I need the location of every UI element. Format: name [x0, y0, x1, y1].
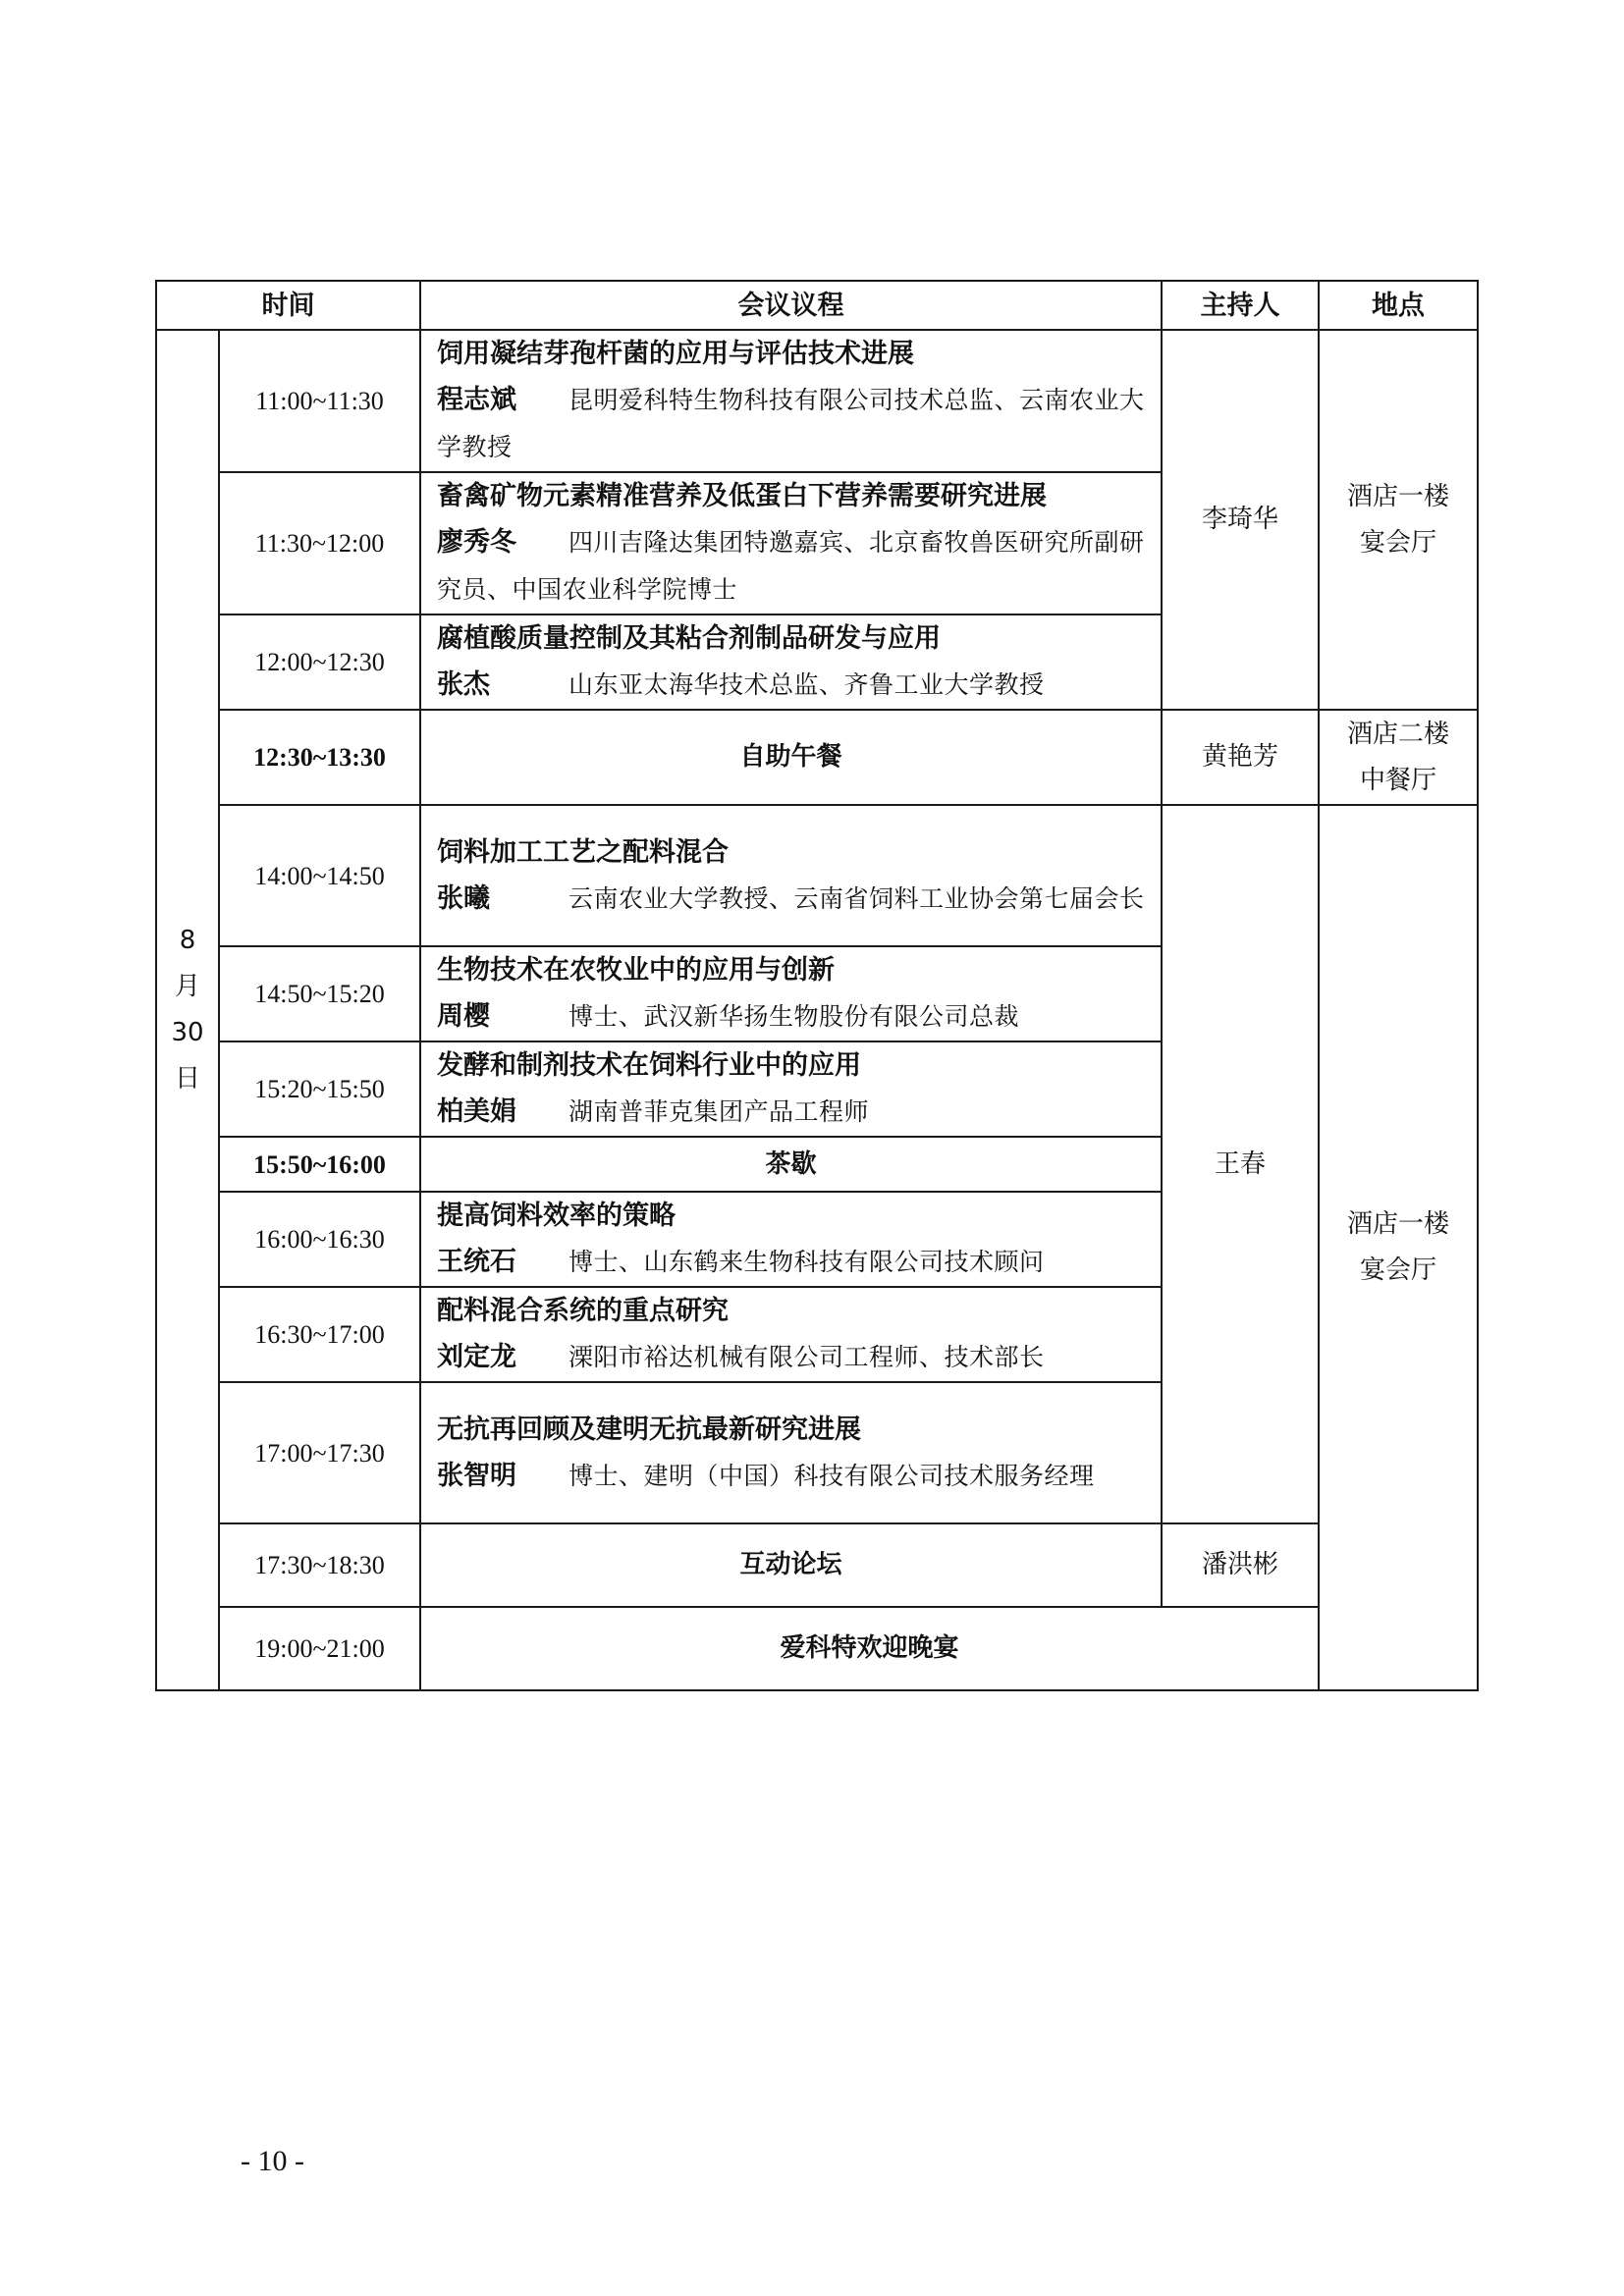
- speaker-name: 王统石: [437, 1247, 516, 1277]
- speaker-affiliation: 博士、武汉新华扬生物股份有限公司总裁: [568, 1002, 1020, 1031]
- talk-cell: [420, 1192, 1162, 1287]
- speaker-affiliation: 博士、山东鹤来生物科技有限公司技术顾问: [568, 1248, 1045, 1276]
- talk-cell: [420, 946, 1162, 1041]
- speaker-name: 张曦: [437, 882, 490, 914]
- talk-title: 提高饲料效率的策略: [437, 1201, 676, 1231]
- venue-cell: [1319, 330, 1478, 710]
- table-row: [156, 330, 1478, 472]
- speaker-affiliation: 溧阳市裕达机械有限公司工程师、技术部长: [568, 1343, 1045, 1371]
- header-row: [156, 281, 1478, 330]
- time-cell: 16:30~17:00: [219, 1287, 420, 1382]
- speaker-name: 周樱: [437, 1001, 490, 1032]
- time-cell: 12:00~12:30: [219, 614, 420, 710]
- speaker-name: 张杰: [437, 669, 490, 700]
- host-cell: 潘洪彬: [1162, 1523, 1319, 1607]
- time-cell: 15:50~16:00: [219, 1137, 420, 1192]
- venue-line: 酒店二楼: [1346, 719, 1449, 749]
- talk-title: 饲料加工工艺之配料混合: [437, 836, 729, 868]
- talk-cell: [420, 805, 1162, 946]
- time-cell: 17:00~17:30: [219, 1382, 420, 1523]
- time-cell: 11:00~11:30: [219, 330, 420, 472]
- speaker-name: 张智明: [437, 1460, 516, 1491]
- session-cell: 自助午餐: [420, 710, 1162, 805]
- host-cell: 黄艳芳: [1162, 710, 1319, 805]
- talk-cell: [420, 1382, 1162, 1523]
- date-month-char: 月: [174, 972, 200, 1001]
- speaker-affiliation: 博士、建明（中国）科技有限公司技术服务经理: [568, 1461, 1095, 1490]
- table-row: [156, 1607, 1478, 1690]
- time-cell: 15:20~15:50: [219, 1041, 420, 1137]
- session-cell: 互动论坛: [420, 1523, 1162, 1607]
- talk-cell: [420, 330, 1162, 472]
- venue-line: 宴会厅: [1359, 1255, 1436, 1285]
- talk-title: 腐植酸质量控制及其粘合剂制品研发与应用: [437, 623, 941, 654]
- speaker-name: 刘定龙: [437, 1342, 516, 1372]
- agenda-table: [155, 280, 1479, 1691]
- time-cell: 16:00~16:30: [219, 1192, 420, 1287]
- speaker-affiliation: 湖南普菲克集团产品工程师: [568, 1097, 870, 1126]
- table-row: [156, 710, 1478, 805]
- venue-line: 宴会厅: [1359, 527, 1436, 558]
- talk-title: 饲用凝结芽孢杆菌的应用与评估技术进展: [437, 339, 914, 369]
- speaker-affiliation: 四川吉隆达集团特邀嘉宾、北京畜牧兽医研究所副研究员、中国农业科学院博士: [437, 528, 1145, 604]
- header-venue: 地点: [1319, 281, 1478, 330]
- speaker-affiliation: 山东亚太海华技术总监、齐鲁工业大学教授: [568, 670, 1045, 699]
- time-cell: 14:00~14:50: [219, 805, 420, 946]
- talk-cell: [420, 1287, 1162, 1382]
- table-row: [156, 1523, 1478, 1607]
- venue-line: 中餐厅: [1359, 765, 1436, 795]
- speaker-name: 柏美娟: [437, 1096, 516, 1127]
- speaker-affiliation: 云南农业大学教授、云南省饲料工业协会第七届会长: [568, 883, 1145, 913]
- header-host: 主持人: [1162, 281, 1319, 330]
- date-day-number: 30: [171, 1018, 204, 1047]
- date-month-number: 8: [179, 926, 196, 955]
- time-cell: 19:00~21:00: [219, 1607, 420, 1690]
- time-cell: 17:30~18:30: [219, 1523, 420, 1607]
- talk-cell: [420, 614, 1162, 710]
- speaker-name: 廖秀冬: [437, 527, 516, 558]
- talk-title: 发酵和制剂技术在饲料行业中的应用: [437, 1050, 861, 1081]
- date-day-char: 日: [174, 1064, 200, 1094]
- venue-cell: [1319, 710, 1478, 805]
- date-cell: [156, 330, 219, 1690]
- talk-title: 畜禽矿物元素精准营养及低蛋白下营养需要研究进展: [437, 481, 1047, 511]
- header-agenda: 会议议程: [420, 281, 1162, 330]
- page-number: - 10 -: [241, 2145, 304, 2177]
- talk-cell: [420, 1041, 1162, 1137]
- venue-cell: [1319, 805, 1478, 1690]
- time-cell: 12:30~13:30: [219, 710, 420, 805]
- table-row: [156, 805, 1478, 946]
- venue-line: 酒店一楼: [1346, 1209, 1449, 1239]
- talk-title: 无抗再回顾及建明无抗最新研究进展: [437, 1414, 861, 1445]
- talk-cell: [420, 472, 1162, 614]
- session-cell: 茶歇: [420, 1137, 1162, 1192]
- talk-title: 生物技术在农牧业中的应用与创新: [437, 955, 835, 986]
- time-cell: 14:50~15:20: [219, 946, 420, 1041]
- speaker-affiliation: 昆明爱科特生物科技有限公司技术总监、云南农业大学教授: [437, 386, 1145, 461]
- header-time: 时间: [156, 281, 420, 330]
- speaker-name: 程志斌: [437, 385, 516, 415]
- venue-line: 酒店一楼: [1346, 481, 1449, 511]
- session-cell: 爱科特欢迎晚宴: [420, 1607, 1319, 1690]
- talk-title: 配料混合系统的重点研究: [437, 1296, 729, 1326]
- host-cell: 李琦华: [1162, 330, 1319, 710]
- host-cell: 王春: [1162, 805, 1319, 1523]
- time-cell: 11:30~12:00: [219, 472, 420, 614]
